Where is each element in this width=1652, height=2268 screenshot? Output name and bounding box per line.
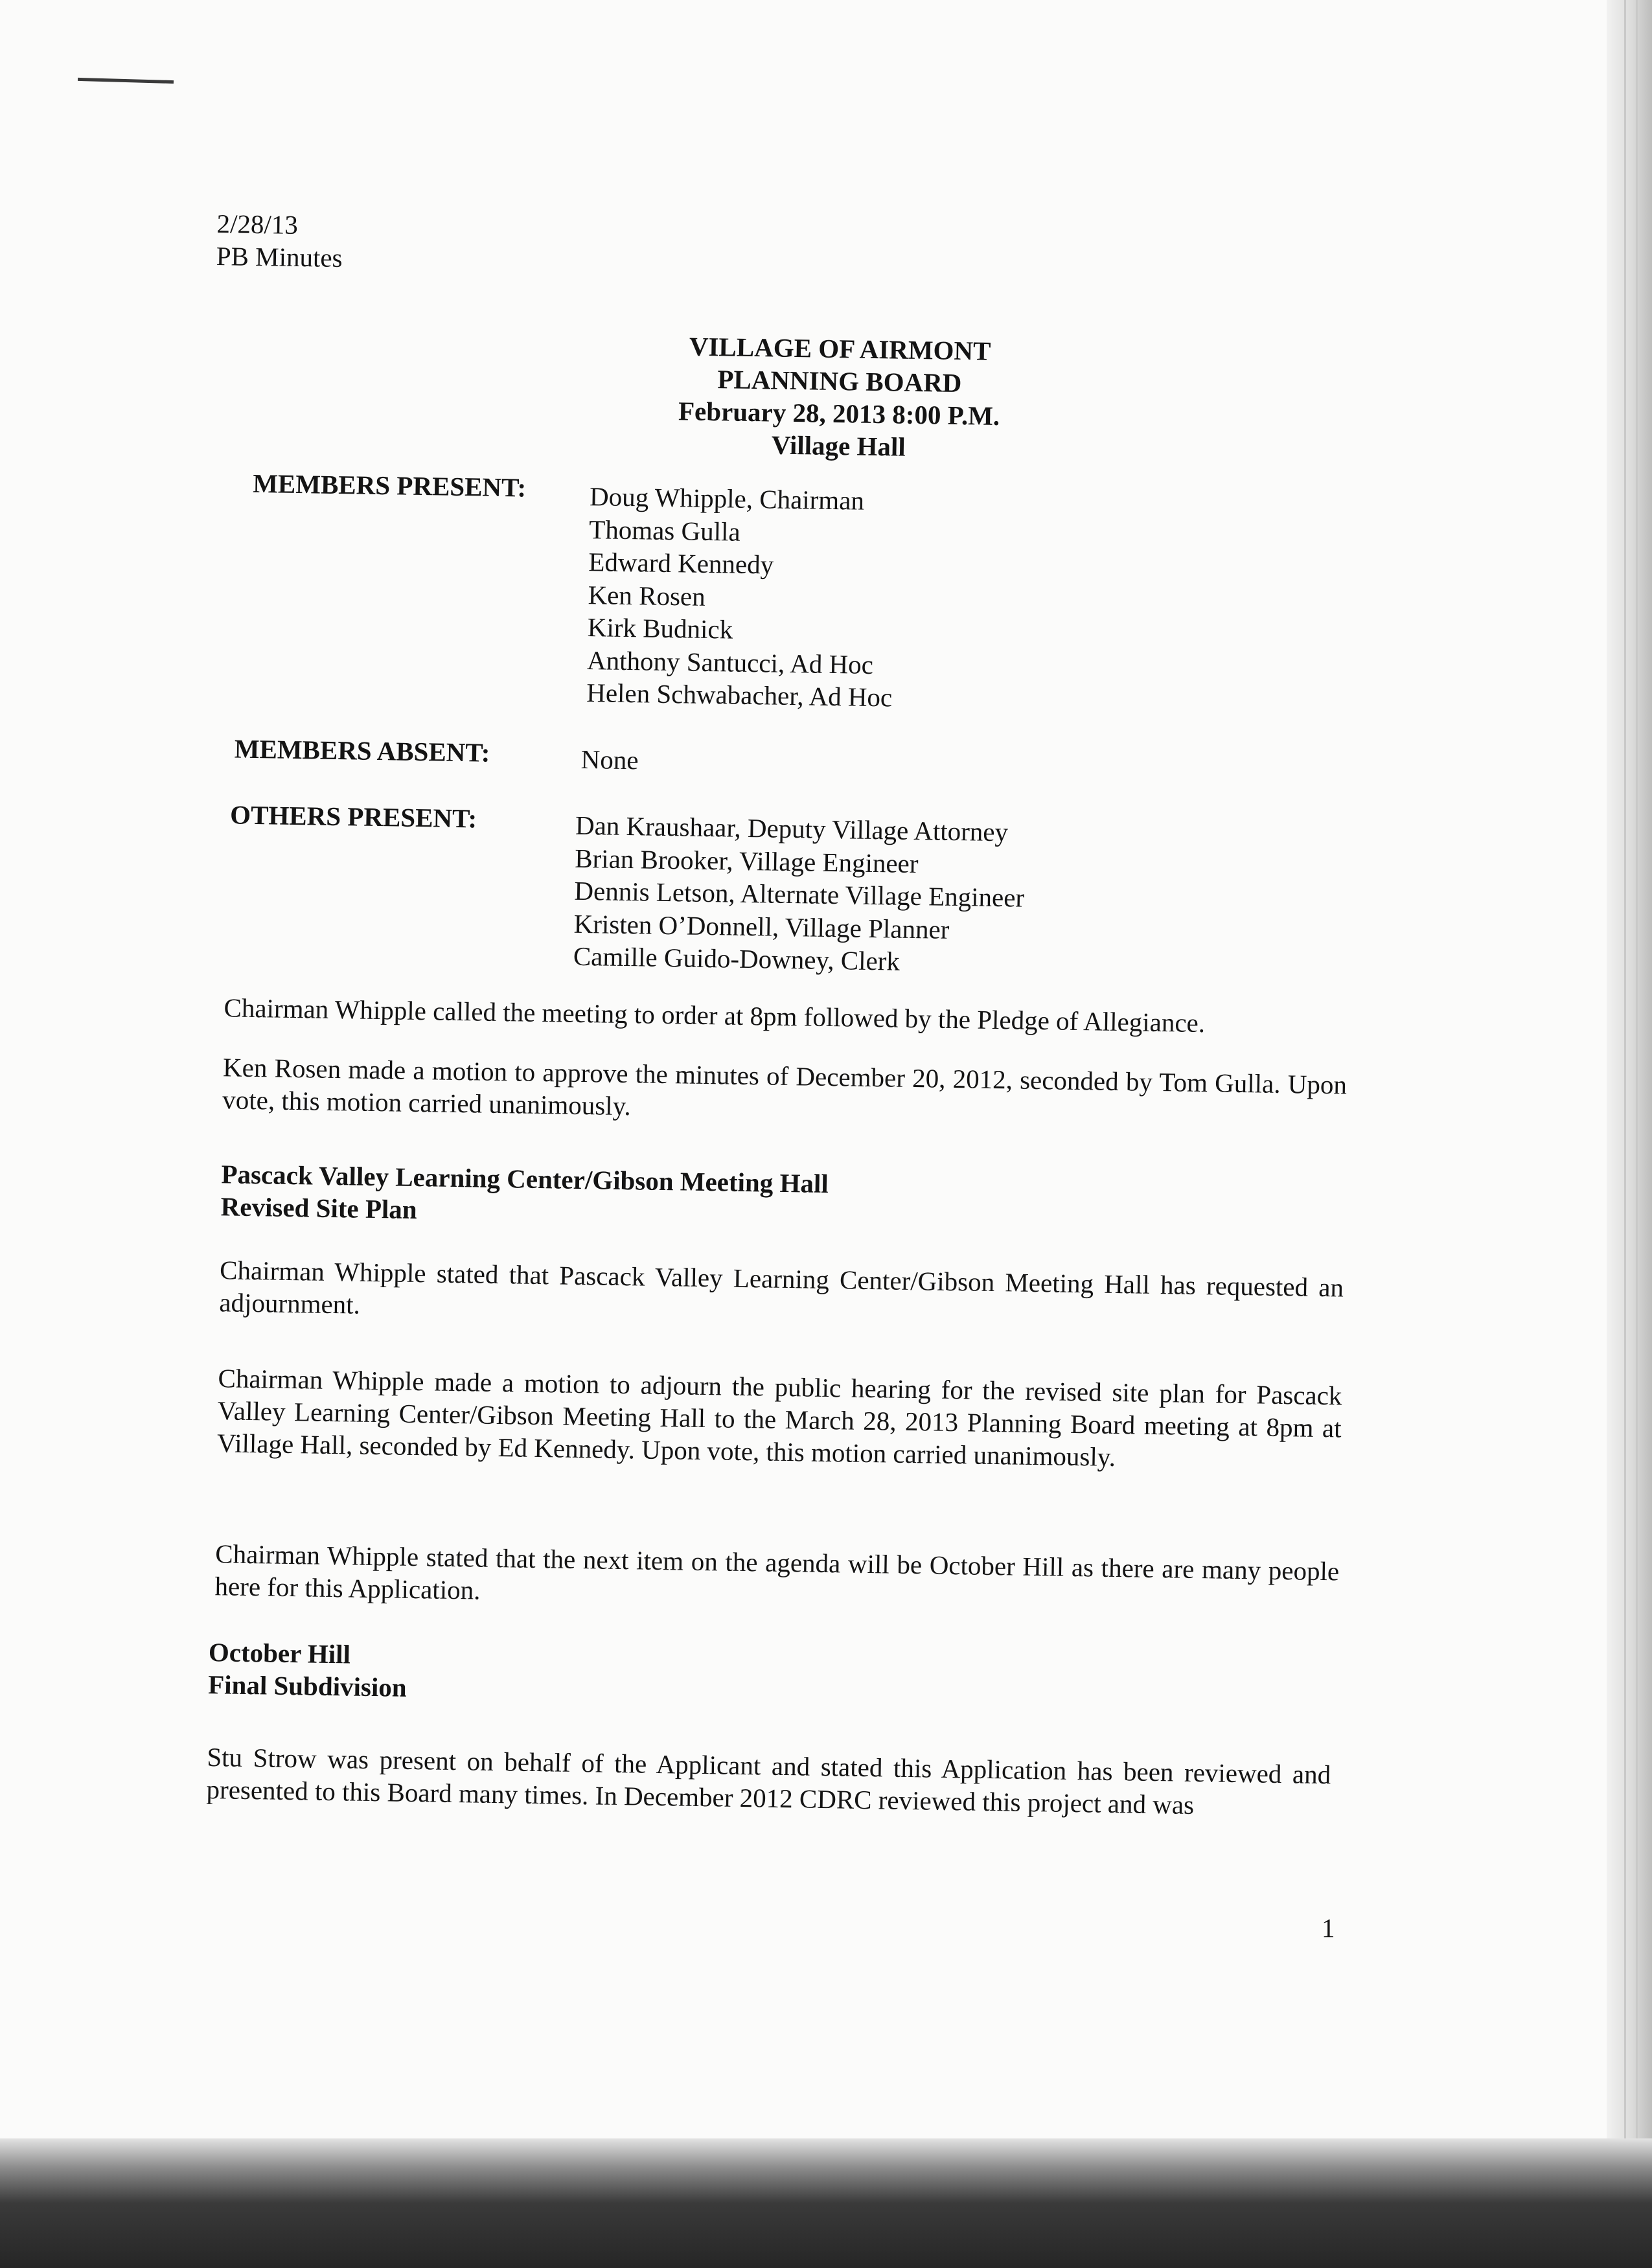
list-item: Thomas Gulla <box>588 514 741 547</box>
title-line-3: February 28, 2013 8:00 P.M. <box>678 396 1000 431</box>
next-item-text: Chairman Whipple stated that the next item on the agenda will be October Hill as there are many people here for this Application. <box>214 1539 1340 1605</box>
list-item: Ken Rosen <box>588 579 706 612</box>
pen-mark <box>78 78 174 84</box>
list-item: Kristen O’Donnell, Village Planner <box>573 908 950 945</box>
list-item: Doug Whipple, Chairman <box>589 481 865 516</box>
paper-edge-line <box>1624 0 1626 2177</box>
members-absent-value: None <box>580 744 639 775</box>
pascack-subheading: Revised Site Plan <box>220 1191 418 1225</box>
minutes-motion-text: Ken Rosen made a motion to approve the minutes of December 20, 2012, seconded by Tom Gulla. Upon vote, this motion carried unanimously. <box>222 1052 1348 1121</box>
page-number: 1 <box>1322 1913 1335 1943</box>
paper-stack-edge <box>1607 0 1652 2268</box>
october-heading: October Hill <box>208 1637 351 1669</box>
pascack-heading: Pascack Valley Learning Center/Gibson Meeting Hall <box>221 1159 829 1199</box>
october-text: Stu Strow was present on behalf of the Applicant and stated this Application has been reviewed and presented to this Board many times. In December 2012 CDRC reviewed this project and was <box>206 1742 1331 1820</box>
header-doc-label: PB Minutes <box>216 240 343 273</box>
title-line-2: PLANNING BOARD <box>717 364 962 398</box>
list-item: Helen Schwabacher, Ad Hoc <box>586 678 893 713</box>
scanner-shadow <box>0 2138 1652 2268</box>
list-item: Brian Brooker, Village Engineer <box>574 843 919 878</box>
others-present-label: OTHERS PRESENT: <box>229 799 477 834</box>
members-present-label: MEMBERS PRESENT: <box>252 468 527 503</box>
list-item: Camille Guido-Downey, Clerk <box>573 941 901 976</box>
october-subheading: Final Subdivision <box>207 1669 407 1702</box>
title-line-4: Village Hall <box>771 430 906 462</box>
list-item: Anthony Santucci, Ad Hoc <box>586 645 874 680</box>
list-item: Kirk Budnick <box>587 612 733 645</box>
list-item: Dan Kraushaar, Deputy Village Attorney <box>575 810 1009 847</box>
title-line-1: VILLAGE OF AIRMONT <box>689 331 991 366</box>
list-item: Edward Kennedy <box>588 547 774 580</box>
header-date: 2/28/13 <box>216 208 299 240</box>
paper-edge-line <box>1636 0 1638 2177</box>
members-absent-label: MEMBERS ABSENT: <box>234 733 490 768</box>
document-title <box>213 323 1465 472</box>
call-to-order-text: Chairman Whipple called the meeting to order at 8pm followed by the Pledge of Allegiance. <box>224 992 1206 1038</box>
pascack-adjourn-request-text: Chairman Whipple stated that Pascack Valley Learning Center/Gibson Meeting Hall has requested an adjournment. <box>219 1255 1344 1320</box>
document-body <box>206 207 1448 1820</box>
list-item: Dennis Letson, Alternate Village Engineer <box>574 875 1025 913</box>
others-present-list <box>573 809 1026 979</box>
members-present-list <box>586 480 895 714</box>
pascack-motion-text: Chairman Whipple made a motion to adjourn the public hearing for the revised site plan for Pascack Valley Learning Center/Gibson Meeting Hall to the March 28, 2013 Planning Board meeting at 8pm at Village Hall, seconded by Ed Kennedy. Upon vote, this motion carried unanimously. <box>216 1363 1342 1472</box>
